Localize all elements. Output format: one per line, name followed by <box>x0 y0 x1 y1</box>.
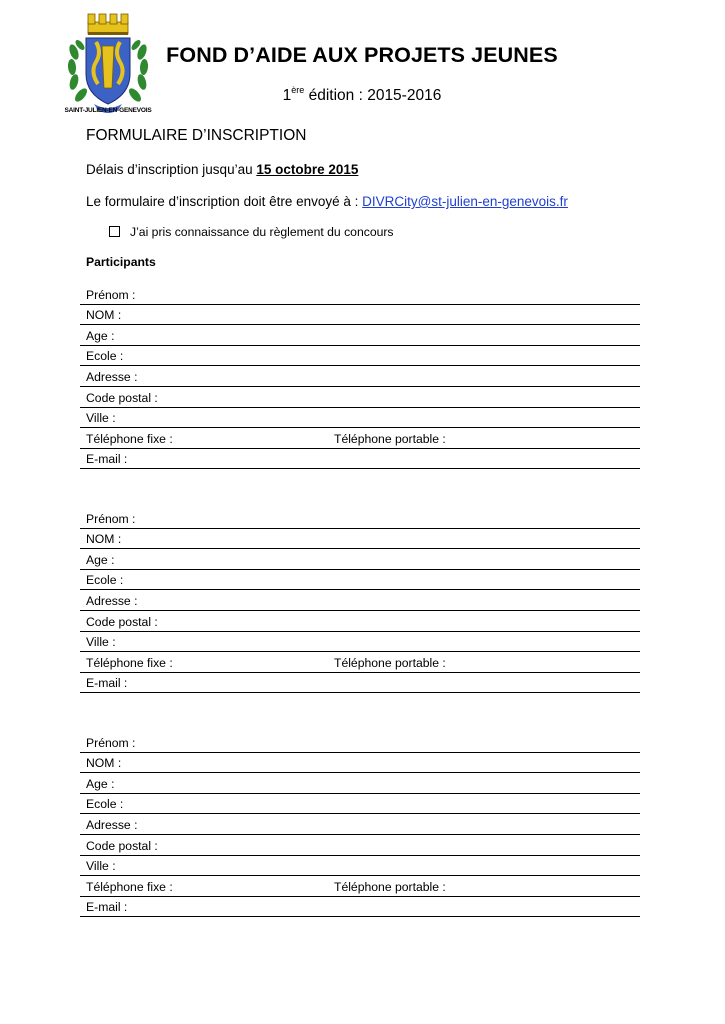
code-postal-row[interactable] <box>80 387 640 408</box>
prenom-row[interactable] <box>80 732 640 753</box>
ecole-row[interactable] <box>80 346 640 367</box>
age-row[interactable] <box>80 549 640 570</box>
adresse-row[interactable] <box>80 366 640 387</box>
adresse-row[interactable] <box>80 590 640 611</box>
code-postal-label: Code postal : <box>86 838 158 853</box>
ecole-label: Ecole : <box>86 349 124 364</box>
participants-heading: Participants <box>86 255 156 269</box>
telephone-row[interactable] <box>80 428 640 449</box>
prenom-row[interactable] <box>80 508 640 529</box>
ville-row[interactable] <box>80 856 640 877</box>
age-row[interactable] <box>80 773 640 794</box>
telephone-row[interactable] <box>80 876 640 897</box>
email-row[interactable] <box>80 449 640 470</box>
nom-row[interactable] <box>80 305 640 326</box>
deadline-line <box>86 162 358 177</box>
nom-row[interactable] <box>80 753 640 774</box>
tel-fixe-label: Téléphone fixe : <box>86 431 173 446</box>
prenom-label: Prénom : <box>86 511 136 526</box>
code-postal-label: Code postal : <box>86 390 158 405</box>
tel-fixe-label: Téléphone fixe : <box>86 879 173 894</box>
age-label: Age : <box>86 776 115 791</box>
ecole-row[interactable] <box>80 570 640 591</box>
ville-row[interactable] <box>80 632 640 653</box>
rules-checkbox-label: J’ai pris connaissance du règlement du concours <box>130 225 394 239</box>
coat-of-arms-icon <box>66 12 150 118</box>
ecole-label: Ecole : <box>86 573 124 588</box>
deadline-prefix: Délais d’inscription jusqu’au <box>86 162 257 177</box>
age-label: Age : <box>86 552 115 567</box>
tel-portable-label: Téléphone portable : <box>334 431 446 446</box>
age-row[interactable] <box>80 325 640 346</box>
ville-label: Ville : <box>86 635 116 650</box>
logo-caption: SAINT-JULIEN-EN-GENEVOIS <box>64 107 152 114</box>
email-row[interactable] <box>80 673 640 694</box>
rules-checkbox[interactable] <box>109 226 120 237</box>
code-postal-label: Code postal : <box>86 614 158 629</box>
nom-label: NOM : <box>86 756 122 771</box>
email-label: E-mail : <box>86 676 128 691</box>
edition-text: édition : 2015-2016 <box>304 87 442 104</box>
tel-portable-label: Téléphone portable : <box>334 655 446 670</box>
nom-row[interactable] <box>80 529 640 550</box>
ecole-row[interactable] <box>80 794 640 815</box>
tel-portable-label: Téléphone portable : <box>334 879 446 894</box>
adresse-label: Adresse : <box>86 593 138 608</box>
form-title: FORMULAIRE D’INSCRIPTION <box>86 127 307 144</box>
edition-number: 1 <box>282 87 292 104</box>
code-postal-row[interactable] <box>80 611 640 632</box>
code-postal-row[interactable] <box>80 835 640 856</box>
page-title: FOND D’AIDE AUX PROJETS JEUNES <box>166 43 558 67</box>
prenom-label: Prénom : <box>86 287 136 302</box>
ville-label: Ville : <box>86 859 116 874</box>
prenom-label: Prénom : <box>86 735 136 750</box>
nom-label: NOM : <box>86 308 122 323</box>
contact-email-link[interactable]: DIVRCity@st-julien-en-genevois.fr <box>362 194 568 209</box>
edition-superscript: ère <box>291 85 305 95</box>
email-label: E-mail : <box>86 452 128 467</box>
ville-row[interactable] <box>80 408 640 429</box>
participant-block-1 <box>80 284 640 469</box>
prenom-row[interactable] <box>80 284 640 305</box>
participant-block-2 <box>80 508 640 693</box>
rules-checkbox-row <box>109 225 394 239</box>
send-to-prefix: Le formulaire d’inscription doit être envoyé à : <box>86 194 363 209</box>
email-label: E-mail : <box>86 900 128 915</box>
participant-block-3 <box>80 732 640 917</box>
age-label: Age : <box>86 328 115 343</box>
nom-label: NOM : <box>86 532 122 547</box>
ville-label: Ville : <box>86 411 116 426</box>
ecole-label: Ecole : <box>86 797 124 812</box>
edition-line <box>163 85 561 105</box>
telephone-row[interactable] <box>80 652 640 673</box>
tel-fixe-label: Téléphone fixe : <box>86 655 173 670</box>
email-row[interactable] <box>80 897 640 918</box>
adresse-row[interactable] <box>80 814 640 835</box>
deadline-date: 15 octobre 2015 <box>256 162 359 177</box>
adresse-label: Adresse : <box>86 817 138 832</box>
send-to-line <box>86 194 568 209</box>
adresse-label: Adresse : <box>86 369 138 384</box>
